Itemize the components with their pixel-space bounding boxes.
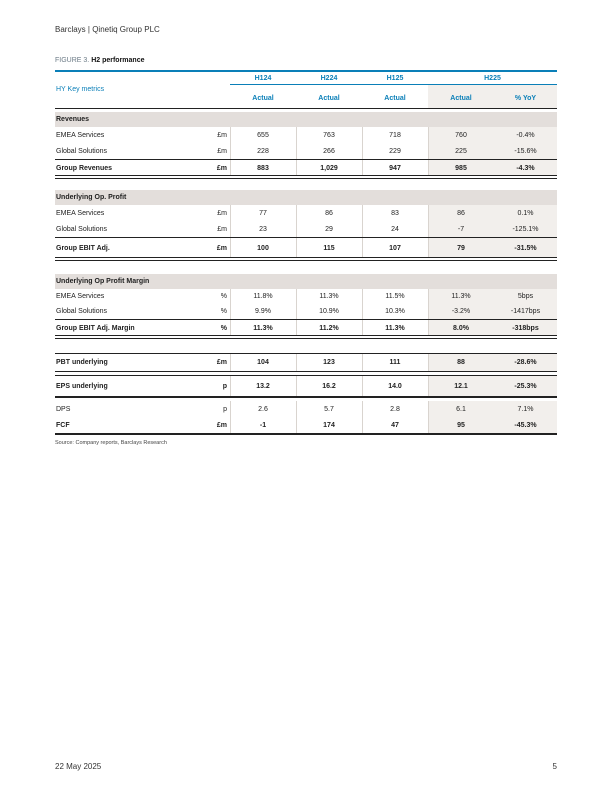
cell-h225: 8.0%	[453, 324, 469, 332]
cell-h224: 11.2%	[319, 324, 339, 332]
footer-date: 22 May 2025	[55, 762, 102, 771]
cell-h124: 883	[257, 164, 269, 172]
cell-yoy: 0.1%	[517, 209, 534, 217]
subheader-actual: Actual	[252, 94, 274, 102]
row-label: PBT underlying	[56, 359, 108, 366]
row-unit: p	[223, 405, 227, 413]
row-label: FCF	[56, 421, 70, 429]
cell-yoy: -31.5%	[514, 244, 537, 252]
cell-h124: 655	[257, 131, 269, 139]
cell-yoy: -4.3%	[516, 164, 535, 172]
section-title: Underlying Op Profit Margin	[56, 278, 150, 285]
cell-yoy: -125.1%	[512, 225, 539, 233]
cell-h125: 24	[391, 225, 399, 233]
cell-h125: 83	[391, 209, 399, 217]
row-label: Group EBIT Adj.	[56, 244, 110, 252]
cell-yoy: -318bps	[512, 324, 539, 332]
cell-h124: 77	[259, 209, 267, 217]
row-unit: %	[220, 308, 227, 315]
cell-h125: 947	[389, 164, 401, 172]
cell-h225: 6.1	[456, 405, 466, 413]
cell-h225: 12.1	[454, 382, 468, 390]
row-unit: %	[220, 293, 227, 300]
table-row	[55, 127, 557, 143]
cell-h224: 5.7	[324, 405, 334, 413]
cell-h224: 11.3%	[319, 293, 339, 300]
cell-h124: -1	[259, 421, 267, 429]
cell-h225: 985	[455, 164, 467, 172]
col-header-h224: H224	[320, 74, 338, 82]
row-unit: £m	[216, 359, 227, 366]
figure-caption	[55, 57, 144, 64]
section-header	[55, 190, 557, 205]
dps-row	[55, 401, 557, 417]
cell-yoy: 5bps	[517, 293, 534, 300]
cell-h124: 11.8%	[253, 293, 273, 300]
section-header	[55, 274, 557, 289]
cell-h225: 86	[457, 209, 465, 217]
page-number: 5	[552, 762, 557, 771]
row-label: Global Solutions	[56, 147, 107, 155]
cell-h124: 100	[257, 244, 269, 252]
row-label: DPS	[56, 405, 71, 413]
cell-yoy: -1417bps	[510, 308, 541, 315]
cell-h225: 11.3%	[451, 293, 471, 300]
table-row	[55, 221, 557, 237]
col-header-h225: H225	[484, 74, 501, 82]
cell-h225: 88	[457, 359, 465, 366]
section-title: Underlying Op. Profit	[56, 194, 127, 201]
row-label: EMEA Services	[56, 293, 105, 300]
row-unit: £m	[217, 209, 227, 217]
source-note: Source: Company reports, Barclays Research	[55, 440, 167, 446]
cell-h224: 266	[323, 147, 335, 155]
row-label: Global Solutions	[56, 308, 107, 315]
cell-h124: 228	[257, 147, 269, 155]
cell-h224: 29	[325, 225, 333, 233]
cell-h125: 111	[389, 359, 401, 366]
cell-h125: 14.0	[388, 382, 402, 390]
table-row	[55, 143, 557, 159]
cell-h224: 16.2	[322, 382, 336, 390]
row-label: Global Solutions	[56, 225, 107, 233]
row-unit: £m	[216, 164, 227, 172]
row-unit: £m	[216, 421, 227, 429]
pbt-row	[55, 353, 557, 372]
cell-yoy: -0.4%	[516, 131, 535, 139]
cell-yoy: -45.3%	[514, 421, 537, 429]
col-header-h125: H125	[386, 74, 404, 82]
cell-h125: 229	[389, 147, 401, 155]
subheader-actual: Actual	[450, 94, 472, 102]
cell-h224: 1,029	[320, 164, 338, 172]
row-label: Group EBIT Adj. Margin	[56, 324, 135, 332]
row-label: EMEA Services	[56, 131, 105, 139]
cell-h124: 11.3%	[253, 324, 273, 332]
row-unit: £m	[217, 225, 227, 233]
cell-h124: 9.9%	[255, 308, 271, 315]
table-header	[55, 70, 557, 108]
cell-h125: 47	[391, 421, 399, 429]
table-row	[55, 289, 557, 304]
row-unit: £m	[217, 131, 227, 139]
cell-h224: 115	[323, 244, 335, 252]
cell-h224: 763	[323, 131, 335, 139]
row-unit: %	[220, 324, 227, 332]
col-header-h124: H124	[254, 74, 272, 82]
metric-header: HY Key metrics	[56, 86, 105, 93]
cell-yoy: 7.1%	[517, 405, 534, 413]
cell-h125: 11.3%	[385, 324, 405, 332]
cell-h124: 2.6	[258, 405, 268, 413]
fcf-row	[55, 417, 557, 434]
total-row	[55, 319, 557, 336]
row-unit: £m	[216, 244, 227, 252]
cell-yoy: -15.6%	[514, 147, 537, 155]
subheader-actual: Actual	[384, 94, 406, 102]
eps-row	[55, 375, 557, 397]
cell-h224: 123	[323, 359, 335, 366]
total-row	[55, 237, 557, 258]
cell-h224: 10.9%	[319, 308, 339, 315]
section-title: Revenues	[56, 116, 90, 123]
report-header-title: Barclays | Qinetiq Group PLC	[55, 25, 160, 34]
row-label: EMEA Services	[56, 209, 105, 217]
cell-h225: 760	[455, 131, 467, 139]
cell-h124: 23	[259, 225, 267, 233]
cell-h225: -3.2%	[451, 308, 471, 315]
cell-h125: 718	[389, 131, 401, 139]
table-row	[55, 304, 557, 319]
cell-h125: 2.8	[390, 405, 400, 413]
cell-h225: 79	[457, 244, 465, 252]
cell-h225: 225	[455, 147, 467, 155]
cell-h225: -7	[457, 225, 465, 233]
row-label: EPS underlying	[56, 382, 108, 390]
cell-h225: 95	[457, 421, 465, 429]
cell-h124: 104	[257, 359, 269, 366]
subheader-actual: Actual	[318, 94, 340, 102]
hy-metrics-table	[55, 70, 557, 434]
cell-h125: 107	[389, 244, 401, 252]
cell-h224: 86	[325, 209, 333, 217]
table-row	[55, 205, 557, 221]
row-label: Group Revenues	[56, 164, 113, 172]
cell-h125: 10.3%	[385, 308, 405, 315]
figure-title: H2 performance	[91, 57, 145, 64]
subheader-yoy: % YoY	[514, 94, 537, 102]
cell-yoy: -25.3%	[514, 382, 537, 390]
section-header	[55, 112, 557, 127]
cell-h125: 11.5%	[385, 293, 405, 300]
row-unit: p	[222, 382, 227, 390]
cell-h224: 174	[323, 421, 335, 429]
figure-label: FIGURE 3.	[55, 57, 90, 64]
total-row	[55, 159, 557, 176]
row-unit: £m	[217, 147, 227, 155]
cell-yoy: -28.6%	[514, 359, 537, 366]
cell-h124: 13.2	[256, 382, 270, 390]
